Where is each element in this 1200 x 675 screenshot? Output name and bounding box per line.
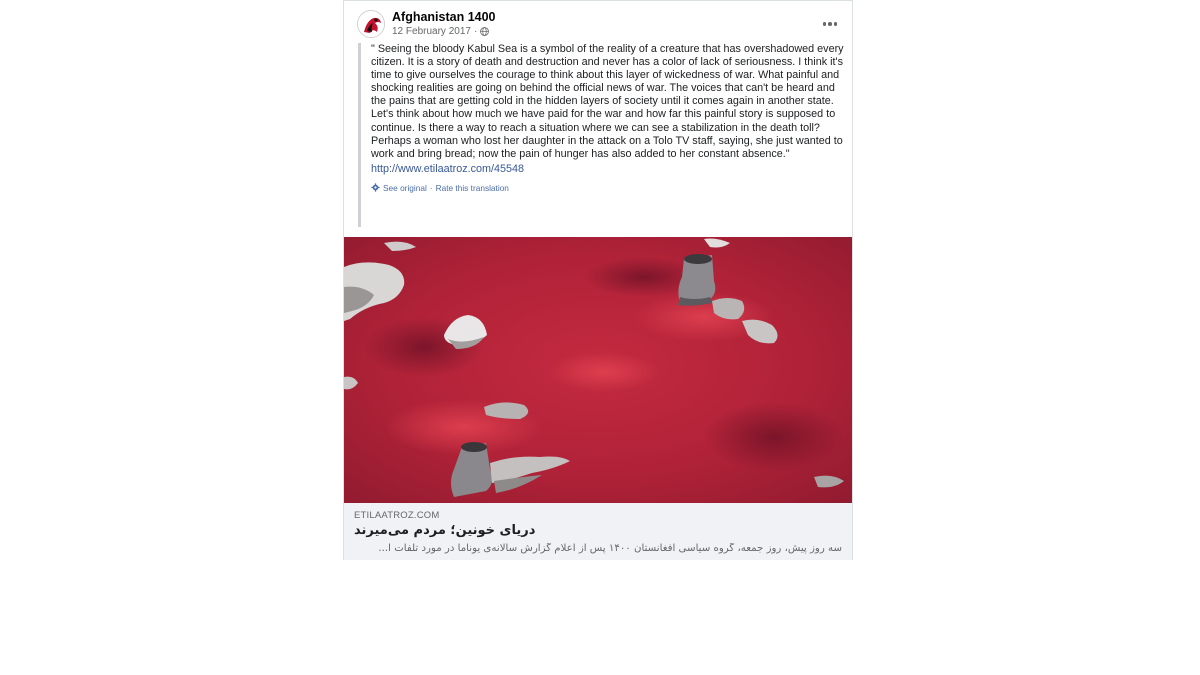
page-logo-icon [358, 11, 385, 38]
post-header [344, 1, 852, 41]
more-options-icon [823, 22, 827, 26]
post-photo[interactable] [344, 237, 852, 503]
post-link[interactable]: http://www.etilaatroz.com/45548 [371, 162, 525, 175]
page-name[interactable]: Afghanistan 1400 [392, 10, 496, 24]
see-original-link[interactable]: See original [383, 182, 427, 193]
globe-icon [480, 27, 489, 36]
post-text: " Seeing the bloody Kabul Sea is a symbol of the reality of a creature that has overshadowed every citizen. It is a story of death and destruction and never has a color of lack of seriousness. I think it's time to give ourselves the courage to think about this layer of wickedness of war. What painful and shocking realities are going on behind the official news of war. The voices that can't be heard and the pains that are getting cold in the hidden layers of society until it comes again in another state. Let's think about how much we have paid for the war and how far this painful story is supposed to continue. Is there a way to reach a situation where we can see a stabilization in the death toll? Perhaps a woman who lost her daughter in the attack on a Tolo TV staff, saying, she just wanted to work and bring bread; now the pain of hunger has also added to her constant absence." [371, 43, 844, 160]
gear-icon [371, 183, 380, 192]
link-preview-card[interactable] [344, 503, 852, 560]
page-avatar[interactable] [357, 10, 385, 38]
facebook-post [343, 0, 853, 560]
meta-separator: · [473, 26, 478, 37]
link-preview-title: دریای خونین؛ مردم می‌میرند [354, 523, 536, 538]
rate-translation-link[interactable]: Rate this translation [435, 182, 509, 193]
post-meta [392, 26, 489, 37]
link-preview-description: سه روز پیش، روز جمعه، گروه سیاسی افغانستان ۱۴۰۰ پس از اعلام گزارش سالانه‌ی یوناما در مورد تلفات ا... [378, 543, 842, 554]
more-options-button[interactable] [818, 14, 842, 34]
translated-text-block [358, 43, 844, 227]
translation-controls [371, 183, 844, 193]
translate-separator: · [429, 182, 433, 193]
link-preview-domain: ETILAATROZ.COM [354, 510, 440, 521]
post-date[interactable]: 12 February 2017 [392, 26, 471, 37]
